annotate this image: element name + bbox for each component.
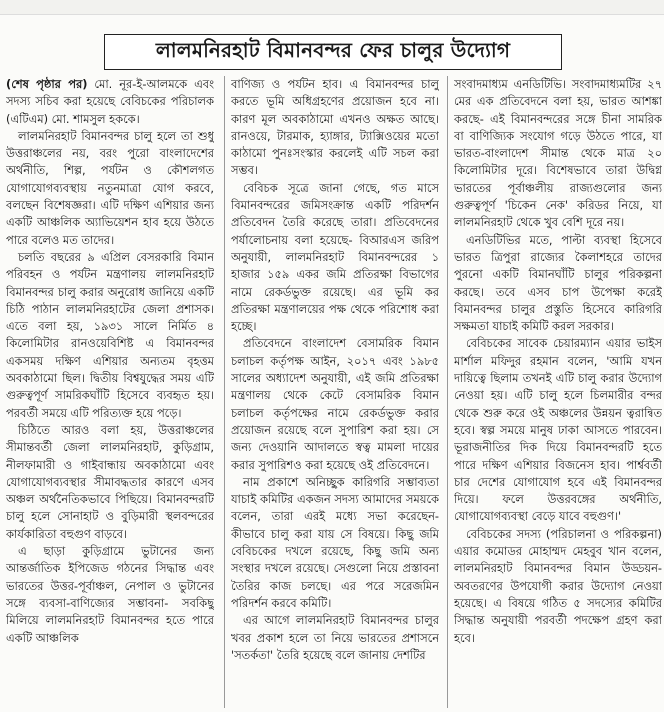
column-3: [454, 76, 662, 708]
paragraph-text: বেবিচক সূত্রে জানা গেছে, গত মাসে বিমানবন্দরের জমিসংক্রান্ত একটি পরিদর্শন প্রতিবেদন তৈরি করেছে তারা। প্রতিবেদনের পর্যালোচনায় বলা হয়েছে- বিআরএস জরিপ অনুযায়ী, লালমনিরহাট বিমানবন্দরের ১ হাজার ১৫৯ একর জমি প্রতিরক্ষা বিভাগের নামে রেকর্ডভুক্ত রয়েছে। এর ভূমি কর প্রতিরক্ষা মন্ত্রণালয়ের পক্ষ থেকে পরিশোধ করা হচ্ছে।: [231, 180, 439, 334]
paragraph-text: বাণিজ্য ও পর্যটন হাব। এ বিমানবন্দর চালু করতে ভূমি অধিগ্রহণের প্রয়োজন হবে না। কারণ মূল অবকাঠামো এখনও অক্ষত আছে। রানওয়ে, টারমাক, হ্যাঙ্গার, ট্যাক্সিওয়ের মতো কাঠামো পুনঃসংস্কার করলেই এটি সচল করা সম্ভব।: [231, 77, 439, 178]
article-paragraph: [231, 474, 439, 612]
article-paragraph: [454, 76, 662, 232]
article-paragraph: [454, 232, 662, 336]
article-paragraph: [231, 335, 439, 473]
column-divider: [447, 76, 448, 708]
previous-page-strip: [0, 0, 664, 15]
headline: লালমনিরহাট বিমানবন্দর ফের চালুর উদ্যোগ: [155, 37, 511, 62]
column-divider: [224, 76, 225, 708]
article-paragraph: [454, 526, 662, 647]
article-body: [6, 76, 662, 708]
article-paragraph: [6, 128, 214, 249]
column-2: [231, 76, 439, 708]
article-paragraph: [6, 249, 214, 422]
paragraph-text: লালমনিরহাট বিমানবন্দর চালু হলে তা শুধু উত্তরাঞ্চলের নয়, বরং পুরো বাংলাদেশের অর্থনীতি, শিল্প, পর্যটন ও কৌশলগত যোগাযোগব্যবস্থায় নতুনমাত্রা যোগ করবে, বলছেন বিশেষজ্ঞরা। এটি দক্ষিণ এশিয়ার জন্য একটি আঞ্চলিক অ্যাভিয়েশন হাব হয়ে উঠতে পারে বলেও মত তাদের।: [6, 128, 214, 247]
article-paragraph: [6, 76, 214, 128]
paragraph-text: এ ছাড়া কুড়িগ্রামে ভুটানের জন্য আন্তর্জাতিক ইপিজেড গঠনের সিদ্ধান্ত এবং ভারতের উত্তর-পূর্বাঞ্চল, নেপাল ও ভুটানের সঙ্গে ব্যবসা-বাণিজ্যের সম্ভাবনা- সবকিছু মিলিয়ে লালমনিরহাট বিমানবন্দর হতে পারে একটি আঞ্চলিক: [6, 544, 214, 645]
paragraph-text: বেবিচকের সদস্য (পরিচালনা ও পরিকল্পনা) এয়ার কমোডর মোহাম্মদ মেহবুব খান বলেন, লালমনিরহাট বিমানবন্দর বিমান উড্ডয়ন-অবতরণের উপযোগী করার উদ্যোগ নেওয়া হয়েছে। এ বিষয়ে গঠিত ৫ সদস্যের কমিটির সিদ্ধান্ত অনুযায়ী পরবর্তী পদক্ষেপ গ্রহণ করা হবে।: [454, 526, 662, 645]
article-paragraph: [6, 422, 214, 543]
paragraph-text: এনডিটিভির মতে, পাল্টা ব্যবস্থা হিসেবে ভারত ত্রিপুরা রাজ্যের কৈলাশহরে তাদের পুরনো একটি বিমানঘাঁটি চালুর পরিকল্পনা করছে। তবে এসব চাপ উপেক্ষা করেই বিমানবন্দর চালুর প্রস্তুতি হিসেবে কারিগরি সক্ষমতা যাচাই কমিটি করল সরকার।: [454, 232, 662, 334]
paragraph-text: প্রতিবেদনে বাংলাদেশ বেসামরিক বিমান চলাচল কর্তৃপক্ষ আইন, ২০১৭ এবং ১৯৮৫ সালের অধ্যাদেশ অনুযায়ী, এই জমি প্রতিরক্ষা মন্ত্রণালয় থেকে কেটে বেসামরিক বিমান চলাচল কর্তৃপক্ষের নামে রেকর্ডভুক্ত করার প্রয়োজন রয়েছে বলে সুপারিশ করা হয়। সে জন্য দেওয়ানি আদালতে স্বত্ব মামলা দায়ের করার সুপারিশও করা হয়েছে ওই প্রতিবেদনে।: [231, 336, 439, 472]
paragraph-text: সংবাদমাধ্যম এনডিটিভি। সংবাদমাধ্যমটির ২৭ মের এক প্রতিবেদনে বলা হয়, ভারত আশঙ্কা করছে- এই বিমানবন্দরের সঙ্গে চীনা সামরিক বা বাণিজ্যিক সংযোগ গড়ে উঠতে পারে, যা ভারত-বাংলাদেশ সীমান্ত থেকে মাত্র ২০ কিলোমিটার দূরে। বিশেষভাবে তারা উদ্বিগ্ন ভারতের পূর্বাঞ্চলীয় রাজ্যগুলোর জন্য গুরুত্বপূর্ণ 'চিকেন নেক' করিডর নিয়ে, যা লালমনিরহাট থেকে খুব বেশি দূরে নয়।: [454, 77, 662, 230]
paragraph-text: চিঠিতে আরও বলা হয়, উত্তরাঞ্চলের সীমান্তবর্তী জেলা লালমনিরহাট, কুড়িগ্রাম, নীলফামারী ও গাইবান্ধায় অবকাঠামো এবং যোগাযোগব্যবস্থার সীমাবদ্ধতার কারণে এসব অঞ্চল অর্থনৈতিকভাবে পিছিয়ে। বিমানবন্দরটি চালু হলে সোনাহাট ও বুড়িমারী স্থলবন্দরের কার্যকারিতা বহুগুণ বাড়বে।: [6, 422, 214, 541]
article-paragraph: [231, 76, 439, 180]
continuation-tag: (শেষ পৃষ্ঠার পর): [6, 77, 88, 91]
article-paragraph: [454, 335, 662, 525]
paragraph-text: চলতি বছরের ৯ এপ্রিল বেসরকারি বিমান পরিবহন ও পর্যটন মন্ত্রণালয় লালমনিরহাট বিমানবন্দর চালু করার অনুরোধ জানিয়ে একটি চিঠি পাঠান লালমনিরহাটের জেলা প্রশাসক। এতে বলা হয়, ১৯৩১ সালে নির্মিত ৪ কিলোমিটার রানওয়েবিশিষ্ট এ বিমানবন্দর একসময় দক্ষিণ এশিয়ার অন্যতম বৃহত্তম অবকাঠামো ছিল। দ্বিতীয় বিশ্বযুদ্ধের সময় এটি গুরুত্বপূর্ণ সামরিকঘাঁটি হিসেবে ব্যবহৃত হয়। পরবর্তী সময়ে এটি পরিত্যক্ত হয়ে পড়ে।: [6, 249, 214, 420]
article-paragraph: [231, 612, 439, 664]
headline-box: [104, 34, 562, 70]
article-paragraph: [231, 180, 439, 336]
paragraph-text: বেবিচকের সাবেক চেয়ারম্যান এয়ার ভাইস মার্শাল মফিদুর রহমান বলেন, 'আমি যখন দায়িত্বে ছিলাম তখনই এটি চালু করার উদ্যোগ নেওয়া হয়। এটি চালু হলে চিলমারীর বন্দর থেকে শুরু করে ওই অঞ্চলের উন্নয়ন ত্বরান্বিত হবে। স্বল্প সময়ে মানুষ ঢাকা আসতে পারবেন। ভূরাজনীতির দিক দিয়ে বিমানবন্দরটি হতে পারে দক্ষিণ এশিয়ার বিজনেস হাব। পার্শ্ববর্তী চার দেশের যোগাযোগ হবে এই বিমানবন্দর দিয়ে। ফলে উত্তরবঙ্গের অর্থনীতি, যোগাযোগব্যবস্থা বেড়ে যাবে বহুগুণ।': [454, 336, 662, 524]
paragraph-text: এর আগে লালমনিরহাট বিমানবন্দর চালুর খবর প্রকাশ হলে তা নিয়ে ভারতের প্রশাসনে 'সতর্কতা' তৈরি হয়েছে বলে জানায় দেশটির: [231, 613, 439, 662]
article-paragraph: [6, 543, 214, 647]
paragraph-text: মো. নূর-ই-আলমকে এবং সদস্য সচিব করা হয়েছে বেবিচকের পরিচালক (এটিএম) মো. শামসুল হককে।: [6, 77, 214, 126]
column-1: [6, 76, 214, 708]
paragraph-text: নাম প্রকাশে অনিচ্ছুক কারিগরি সম্ভাব্যতা যাচাই কমিটির একজন সদস্য আমাদের সময়কে বলেন, তারা এরই মধ্যে সভা করেছেন- কীভাবে চালু করা যায় সে বিষয়ে। কিছু জমি বেবিচকের দখলে রয়েছে, কিছু জমি অন্য সংস্থার দখলে রয়েছে। সেগুলো নিয়ে প্রস্তাবনা তৈরির কাজ চলছে। এর পরে সরেজমিন পরিদর্শন করবে কমিটি।: [231, 474, 439, 610]
